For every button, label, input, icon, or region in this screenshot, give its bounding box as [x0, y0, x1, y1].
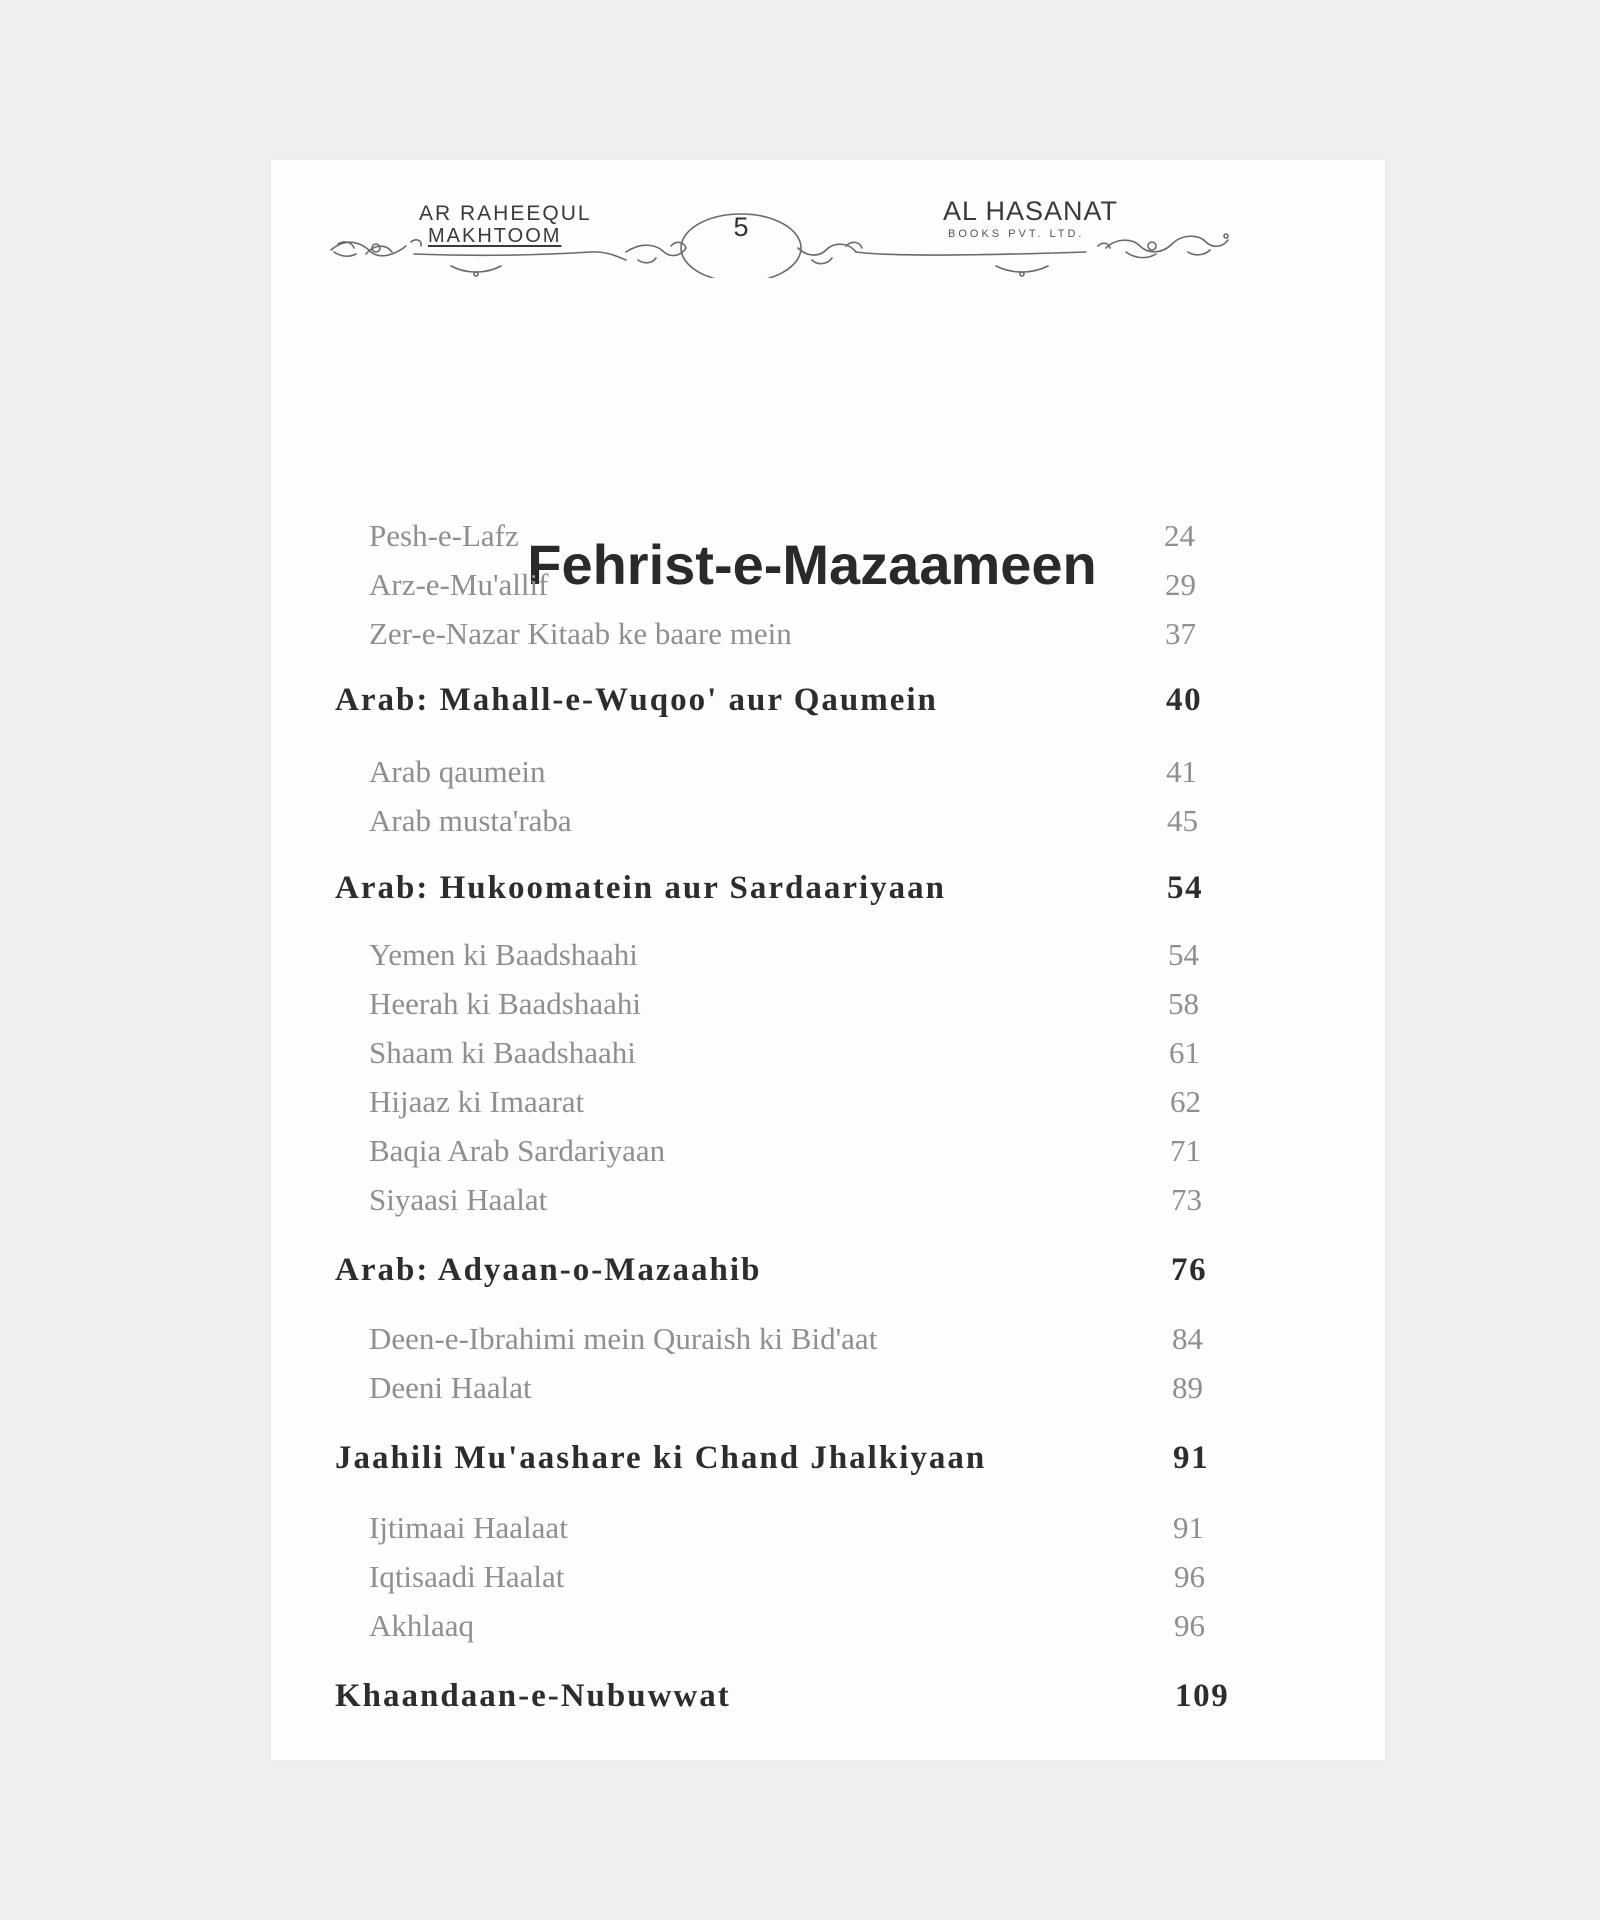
toc-subsection-title: Arab musta'raba [369, 803, 572, 838]
toc-subsection-title: Ijtimaai Haalaat [369, 1510, 568, 1545]
toc-page-number: 40 [1166, 682, 1203, 718]
toc-section-title: Jaahili Mu'aashare ki Chand Jhalkiyaan [335, 1440, 987, 1476]
toc-page-number: 29 [1165, 567, 1196, 602]
table-of-contents [271, 160, 1385, 1760]
toc-page-number: 91 [1173, 1510, 1204, 1545]
toc-page-number: 109 [1175, 1678, 1230, 1714]
book-page [271, 160, 1385, 1760]
header-brand-left-line1: AR RAHEEQUL [419, 202, 592, 225]
header-brand-left-line2: MAKHTOOM [428, 225, 562, 247]
header-brand-right-line1: AL HASANAT [943, 196, 1119, 226]
toc-subsection-title: Zer-e-Nazar Kitaab ke baare mein [369, 616, 792, 651]
toc-subsection-title: Deeni Haalat [369, 1370, 532, 1405]
toc-page-number: 91 [1173, 1440, 1210, 1476]
toc-page-number: 54 [1168, 937, 1199, 972]
toc-subsection-title: Yemen ki Baadshaahi [369, 937, 638, 972]
toc-page-number: 84 [1172, 1321, 1203, 1356]
toc-page-number: 41 [1166, 754, 1197, 789]
toc-subsection-title: Shaam ki Baadshaahi [369, 1035, 636, 1070]
toc-page-number: 76 [1171, 1252, 1208, 1288]
toc-subsection-title: Deen-e-Ibrahimi mein Quraish ki Bid'aat [369, 1321, 878, 1356]
toc-page-number: 37 [1165, 616, 1196, 651]
toc-page-number: 96 [1174, 1559, 1205, 1594]
toc-page-number: 61 [1169, 1035, 1200, 1070]
toc-section-title: Khaandaan-e-Nubuwwat [335, 1678, 731, 1714]
toc-subsection-title: Heerah ki Baadshaahi [369, 986, 641, 1021]
toc-page-number: 54 [1167, 870, 1204, 906]
toc-page-number: 96 [1174, 1608, 1205, 1643]
toc-section-title: Arab: Hukoomatein aur Sardaariyaan [335, 870, 947, 906]
toc-section-title: Arab: Adyaan-o-Mazaahib [335, 1252, 762, 1288]
toc-subsection-title: Baqia Arab Sardariyaan [369, 1133, 666, 1168]
toc-page-number: 24 [1164, 518, 1195, 553]
page-number: 5 [733, 212, 749, 242]
toc-subsection-title: Siyaasi Haalat [369, 1182, 548, 1217]
page-title: Fehrist-e-Mazaameen [527, 533, 1097, 596]
toc-page-number: 73 [1171, 1182, 1202, 1217]
toc-page-number: 45 [1167, 803, 1198, 838]
toc-subsection-title: Arz-e-Mu'allif [369, 567, 549, 602]
header-brand-right-line2: BOOKS PVT. LTD. [948, 228, 1085, 240]
toc-subsection-title: Iqtisaadi Haalat [369, 1559, 565, 1594]
toc-page-number: 71 [1170, 1133, 1201, 1168]
toc-page-number: 62 [1170, 1084, 1201, 1119]
toc-subsection-title: Hijaaz ki Imaarat [369, 1084, 585, 1119]
toc-page-number: 89 [1172, 1370, 1203, 1405]
toc-subsection-title: Pesh-e-Lafz [369, 518, 519, 553]
toc-section-title: Arab: Mahall-e-Wuqoo' aur Qaumein [335, 682, 938, 718]
toc-page-number: 58 [1168, 986, 1199, 1021]
toc-subsection-title: Arab qaumein [369, 754, 546, 789]
toc-subsection-title: Akhlaaq [369, 1608, 475, 1643]
